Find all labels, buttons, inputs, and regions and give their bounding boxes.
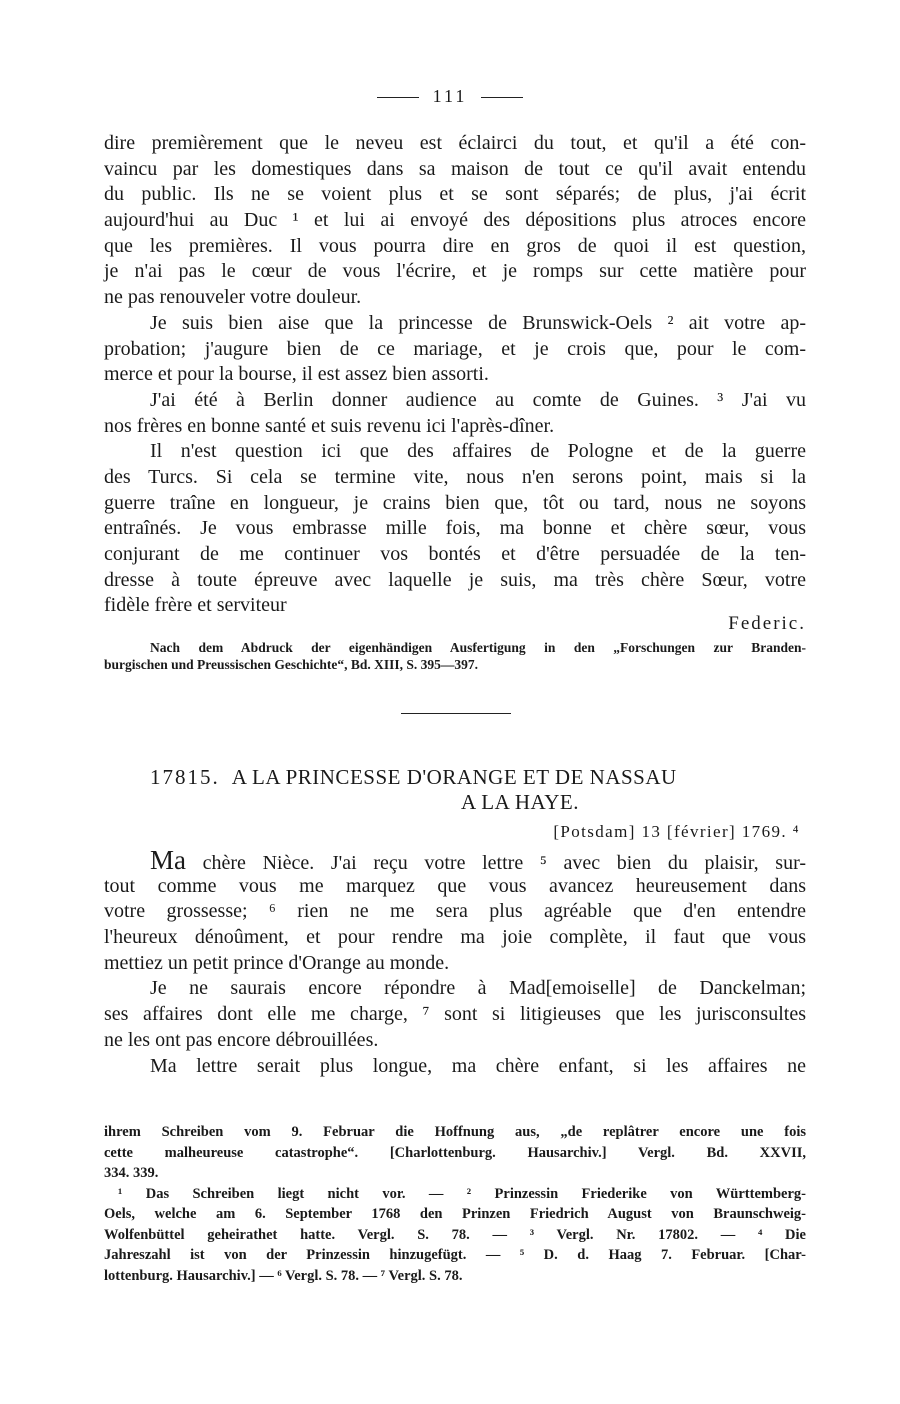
text-line: que les premières. Il vous pourra dire en gros de quoi il est question, xyxy=(104,234,806,257)
source-note-line: burgischen und Preussischen Geschichte“, Bd. XIII, S. 395—397. xyxy=(104,657,479,673)
text-line: votre grossesse; ⁶ rien ne me sera plus agréable que d'en entendre xyxy=(104,900,806,923)
footnotes xyxy=(104,1122,806,1286)
signature: Federic. xyxy=(728,613,806,635)
header-dash-left xyxy=(377,97,419,98)
footnote-line: lottenburg. Hausarchiv.] — ⁶ Vergl. S. 78. — ⁷ Vergl. S. 78. xyxy=(104,1267,463,1284)
text-line: Je ne saurais encore répondre à Mad[emoiselle] de Danckelman; xyxy=(150,977,806,1000)
page-number: 111 xyxy=(432,86,468,106)
dateline: [Potsdam] 13 [février] 1769. ⁴ xyxy=(553,822,800,841)
text-line: Ma lettre serait plus longue, ma chère enfant, si les affaires ne xyxy=(150,1054,806,1077)
text-line: vaincu par les domestiques dans sa maison de tout ce qu'il avait entendu xyxy=(104,157,806,180)
text-line: probation; j'augure bien de ce mariage, et je crois que, pour le com- xyxy=(104,337,806,360)
footnote-line: Wolfenbüttel geheirathet hatte. Vergl. S. 78. — ³ Vergl. Nr. 17802. — ⁴ Die xyxy=(104,1226,806,1243)
footnote-line: 334. 339. xyxy=(104,1165,159,1181)
text-line: conjurant de me continuer vos bontés et d'être persuadée de la ten- xyxy=(104,543,806,565)
text-line: dresse à toute épreuve avec laquelle je suis, ma très chère Sœur, votre xyxy=(104,568,806,591)
text-line: guerre traîne en longueur, je crains bien que, tôt ou tard, nous ne soyons xyxy=(104,491,806,514)
text-line: ne pas renouveler votre douleur. xyxy=(104,286,362,309)
text-line: je n'ai pas le cœur de vous l'écrire, et je romps sur cette matière pour xyxy=(104,260,806,283)
section-divider xyxy=(401,713,511,714)
footnote-line: cette malheureuse catastrophe“. [Charlottenburg. Hausarchiv.] Vergl. Bd. XXVII, xyxy=(104,1144,806,1161)
letter-heading xyxy=(150,765,790,815)
text-line: entraînés. Je vous embrasse mille fois, ma bonne et chère sœur, vous xyxy=(104,517,806,540)
footnote-line: ¹ Das Schreiben liegt nicht vor. — ² Prinzessin Friederike von Württemberg- xyxy=(118,1185,806,1202)
text-line xyxy=(104,845,806,875)
source-note-line: Nach dem Abdruck der eigenhändigen Ausfertigung in den „Forschungen zur Branden- xyxy=(150,640,806,656)
text-line: aujourd'hui au Duc ¹ et lui ai envoyé des dépositions plus atroces encore xyxy=(104,209,806,232)
dropcap: Ma xyxy=(150,845,186,875)
letter-title: A LA PRINCESSE D'ORANGE ET DE NASSAU xyxy=(231,765,677,789)
page-header xyxy=(0,86,900,107)
text-line: tout comme vous me marquez que vous avancez heureusement dans xyxy=(104,874,806,897)
text-line: ne les ont pas encore débrouillées. xyxy=(104,1028,379,1051)
text-line: Je suis bien aise que la princesse de Brunswick-Oels ² ait votre ap- xyxy=(150,311,806,334)
letter-title-line2: A LA HAYE. xyxy=(461,790,579,814)
text-line: du public. Ils ne se voient plus et se sont séparés; de plus, j'ai écrit xyxy=(104,183,806,206)
text-line: J'ai été à Berlin donner audience au comte de Guines. ³ J'ai vu xyxy=(150,388,806,411)
text-line: dire premièrement que le neveu est éclairci du tout, et qu'il a été con- xyxy=(104,132,806,154)
text-line-rest: chère Nièce. J'ai reçu votre lettre ⁵ avec bien du plaisir, sur- xyxy=(186,852,806,874)
footnote-line: Jahreszahl ist von der Prinzessin hinzugefügt. — ⁵ D. d. Haag 7. Februar. [Char- xyxy=(104,1247,806,1263)
footnote-line: ihrem Schreiben vom 9. Februar die Hoffnung aus, „de replâtrer encore une fois xyxy=(104,1124,806,1140)
source-note xyxy=(104,639,806,673)
footnote-line: Oels, welche am 6. September 1768 den Prinzen Friedrich August von Braunschweig- xyxy=(104,1206,806,1222)
letter-tail-body xyxy=(104,131,806,673)
text-line: fidèle frère et serviteur xyxy=(104,594,287,617)
text-line: l'heureux dénoûment, et pour rendre ma joie complète, il faut que vous xyxy=(104,926,806,949)
text-line: mettiez un petit prince d'Orange au monde. xyxy=(104,951,450,974)
text-line: Il n'est question ici que des affaires de Pologne et de la guerre xyxy=(150,440,806,463)
text-line: ses affaires dont elle me charge, ⁷ sont si litigieuses que les jurisconsultes xyxy=(104,1003,806,1026)
letter-body xyxy=(104,845,806,1079)
text-line: nos frères en bonne santé et suis revenu ici l'après-dîner. xyxy=(104,414,555,437)
text-line: des Turcs. Si cela se termine vite, nous n'en serons point, mais si la xyxy=(104,465,806,488)
text-line: merce et pour la bourse, il est assez bien assorti. xyxy=(104,363,489,386)
header-dash-right xyxy=(481,97,523,98)
letter-number: 17815. xyxy=(150,765,220,789)
